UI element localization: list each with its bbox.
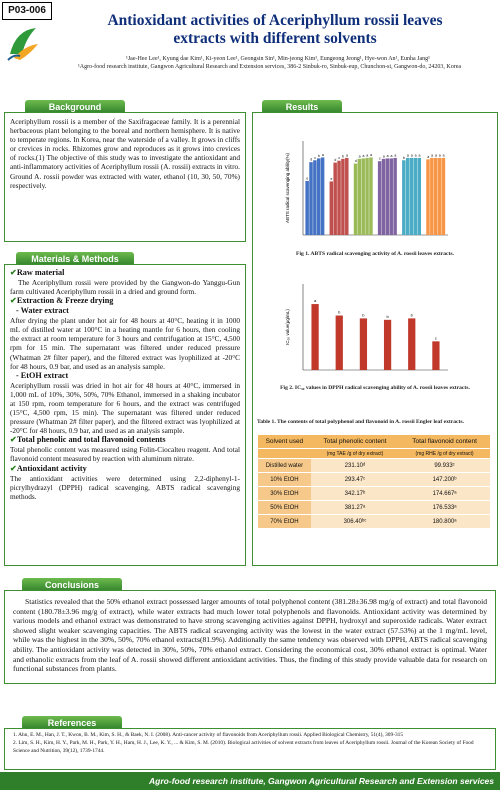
fig1-caption: Fig 1. ABTS radical scavenging activity of A. rossii leaves extracts. (296, 251, 454, 257)
data-label: a (313, 298, 317, 304)
table-subheader (258, 449, 311, 459)
data-label: e (306, 176, 309, 181)
bar (361, 158, 364, 235)
table-subheader: (mg RHE /g of dry extract) (399, 449, 490, 459)
bar (438, 158, 441, 235)
bar (402, 160, 405, 235)
bar (426, 159, 429, 235)
bar (408, 318, 415, 370)
footer-bar (0, 772, 500, 790)
table-subheader: (mg TAE /g of dry extract) (311, 449, 399, 459)
conclusions-heading: Conclusions (22, 578, 122, 592)
data-label: a (427, 154, 430, 159)
table-header: Total flavonoid content (399, 435, 490, 449)
data-label: d (310, 157, 313, 162)
extraction-title: Extraction & Freeze drying (16, 296, 114, 306)
data-label: a (442, 153, 445, 158)
data-label: a (366, 153, 369, 158)
data-label: a (386, 153, 389, 158)
table-caption: Table 1. The contents of total polyphenol and flavonoid in A. rossii Engler leaf extracts. (257, 419, 464, 425)
reference-item: 2. Lim, S. H., Kim, H. Y., Park, M. H., Park, Y. H., Ham, H. J., Lee, K. Y., ... & Kim, S. M. (2010). Biological activities of solvent extracts from leaves of Aceriphyllum rossii. Journal of the Korean Society of Food Science and Nutrition, 39(12), 1739-1744. (13, 739, 474, 754)
table-header: Solvent used (258, 435, 311, 449)
water-extract-text: After drying the plant under hot air for 48 hours at 40°C, heating it in 1000 mL of distilled water at 100°C in a heating mantle for 6 hours, then cooling the extract at room temperature for 3 hours and centrifugation at 15°C, 4,500 rpm for 15 min. The supernatant was filtered under reduced pressure (Whatman 2# filter paper), and the filtered extract was lyophilized at -20°C for 48 hours, 0.9 bar, and used as an analysis sample. (10, 316, 240, 371)
data-label: b (386, 313, 389, 319)
data-label: d (354, 159, 357, 164)
author-block (78, 55, 478, 71)
raw-material-text: The Aceriphyllum rossii were provided by the Gangwon-do Yanggu-Gun farm cultivated Aceriphyllum rossii in a dried and ground form. (10, 278, 240, 297)
bar (330, 163, 336, 235)
bar (330, 181, 333, 235)
phenolic-title: Total phenolic and total flavonoid contents (16, 435, 166, 445)
data-label: a (434, 153, 437, 158)
background-text: Aceriphyllum rossii is a member of the Saxifragaceae family. It is a perennial herbaceous plant belonging to the boreal and northern hemisphere. It is native to temperate regions. In Korea, near the waterside of a valley. It grows in cliffs or crevices in rocks. Rhizomes grow and reproduces as it grows into crevices of rocks.(1) The objective of this study was to investigate the antioxidant and anti-inflammatory activities of Aceriphyllum rossii (A. rossii) extracts in vitro. Ground A. rossii powder was extracted with water, ethanol (10, 30, 50, 70%) respectively. (10, 117, 240, 190)
data-label: b (410, 312, 413, 318)
data-label: a (406, 153, 409, 158)
affiliation: ¹Agro-food research institute, Gangwon Agricultural Research and Extension services, 386-2 Sinbuk-ro, Sinbuk-eup, Chunchon-si, Gangwon-do, 24203, Korea (78, 64, 462, 70)
bar (341, 159, 344, 235)
institute-logo-icon (6, 24, 40, 64)
poster-title: Antioxidant activities of Aceriphyllum rossii leaves extracts with different solvents (107, 12, 443, 47)
bar (358, 159, 361, 235)
table-row: 10% EtOH 293.47ᶜ 147.200ᵇ (258, 473, 490, 487)
bar (345, 158, 348, 235)
data-label: b (342, 154, 345, 159)
data-label: e (330, 176, 333, 181)
data-label: b (317, 153, 320, 158)
bar (414, 158, 417, 235)
data-label: a (370, 152, 373, 157)
phenolic-text: Total phenolic content was measured using Folin-Ciocalteu reagent. And total flavonoid content measured by reaction with aluminum nitrate. (10, 445, 240, 464)
author-list: ¹Jae-Hee Lee¹, Kyung dae Kim¹, Ki-yeon Lee¹, Geongsin Sin¹, Min-jeong Kim¹, Eungeong Jeong¹, Hye-won An¹, Eunha Jang¹ (126, 56, 430, 62)
bar (393, 158, 396, 235)
raw-material-title: Raw material (16, 268, 65, 277)
bar (321, 157, 324, 235)
methods-heading: Materials & Methods (16, 252, 134, 266)
data-label: d (334, 158, 337, 163)
data-label: a (321, 152, 324, 157)
antioxidant-text: The antioxidant activities were determined using 2,2-diphenyl-1-picrylhydrazyl (DPPH) radical scavenging, ABTS radical scavenging methods. (10, 473, 240, 501)
data-label: a (358, 154, 361, 159)
y-axis-label: IC₅₀ value(μg/mL) (285, 309, 290, 345)
data-label: c (434, 335, 437, 341)
data-label: a (382, 154, 385, 159)
results-panel (252, 112, 498, 566)
bar (365, 158, 368, 235)
bar (430, 158, 433, 235)
references-panel (4, 728, 496, 770)
data-label: b (403, 155, 405, 160)
bar (369, 157, 372, 235)
bar (418, 158, 421, 235)
bar (336, 316, 343, 370)
bar (442, 158, 445, 235)
bar (434, 158, 437, 235)
data-label: a (414, 153, 417, 158)
data-label: a (431, 153, 434, 158)
table-row: Distilled water 231.10ᵈ 99.933ᶜ (258, 459, 490, 473)
background-heading: Background (25, 100, 125, 114)
bar (382, 159, 385, 235)
table-row: 30% EtOH 342.17ᵇ 174.667ᵃ (258, 487, 490, 501)
bar (305, 181, 308, 235)
abts-chart (283, 123, 453, 243)
bar (354, 164, 357, 235)
composition-table (258, 435, 490, 529)
fig2-caption: Fig 2. IC₅₀ values in DPPH radical scavenging ability of A. rossii leaves extracts. (280, 385, 470, 391)
reference-item: 1. Ahn, E. M., Han, J. T., Kwon, B. M., Kim, S. H., & Baek, N. I. (2008). Anti-cancer activity of flavonoids from Aceriphyllum rossii. Applied Biological Chemistry, 51(4), 309-315 (13, 732, 404, 738)
references-heading: References (22, 716, 122, 730)
conclusions-panel (4, 590, 496, 684)
data-label: a (438, 153, 441, 158)
data-label: c (338, 156, 341, 161)
bar (317, 158, 320, 235)
bar (386, 158, 389, 235)
antioxidant-title: Antioxidant activity (16, 463, 87, 473)
etoh-extract-title: - EtOH extract (16, 370, 69, 380)
data-label: b (362, 312, 365, 318)
data-label: b (338, 309, 341, 315)
bar (313, 160, 316, 235)
table-row: 50% EtOH 381.27ᵃ 176.533ᵃ (258, 501, 490, 515)
footer-text: Agro-food research institute, Gangwon Agricultural Research and Extension services (149, 776, 494, 786)
data-label: a (346, 153, 348, 158)
data-label: a (362, 153, 365, 158)
dpph-chart (283, 278, 453, 378)
bar (390, 158, 393, 235)
bar (406, 158, 409, 235)
bar (378, 161, 381, 235)
y-axis-label: ABTS radical scavenging ability(%) (285, 152, 290, 224)
data-label: a (410, 153, 413, 158)
data-label: a (418, 153, 421, 158)
bar (384, 320, 391, 370)
bar (360, 318, 367, 370)
bar (309, 162, 312, 235)
table-header: Total phenolic content (311, 435, 399, 449)
bar (432, 341, 439, 370)
methods-panel: ✔Raw material The Aceriphyllum rossii were provided by the Gangwon-do Yanggu-Gun farm cultivated Aceriphyllum rossii in a dried and ground form. ✔Extraction & Freeze drying - Water extract After drying the plant under hot air for 48 hours at 40°C, heating it in 1000 mL of distilled water at 100°C in a heating mantle for 6 hours, then cooling the extract at room temperature for 3 hours and centrifugation at 15°C, 4,500 rpm for 15 min. The supernatant was filtered under reduced pressure (Whatman 2# filter paper), and the filtered extract was lyophilized at -20°C for 48 hours, 0.9 bar, and used as an analysis sample. - EtOH extract Aceriphyllum rossii was dried in hot air for 48 hours at 40°C, immersed in 1,000 mL of 10%, 30%, 50%, 70% Ethanol, immersed in a shaking incubator at 150 rpm, room temperature for 6 hours, and the extract was centrifuged (15°C, 4,500 rpm, 15 min). The supernatant was filtered under reduced pressure (Whatman 2# filter paper), and the filtered extract was lyophilized at -20°C for 48 hours, 0.9 bar, and used as an analysis sample. ✔Total phenolic and total flavonoid contents Total phenolic content was measured using Folin-Ciocalteu reagent. And total flavonoid content measured by reaction with aluminum nitrate. ✔Antioxidant activity The antioxidant activities were determined using 2,2-diphenyl-1-picrylhydrazyl (DPPH) radical scavenging, ABTS radical scavenging methods. (4, 264, 246, 566)
data-label: a (394, 153, 397, 158)
table-row: 70% EtOH 306.40ᵇᶜ 180.800ᵃ (258, 515, 490, 529)
data-label: c (314, 155, 316, 160)
bar (410, 158, 413, 235)
conclusions-text: Statistics revealed that the 50% ethanol extract possessed larger amounts of total polyphenol content (381.28±36.98 mg/g of extract) and total flavonoid content (180.78±3.96 mg/g of extract), while water extracts had much lower total polyphenols and flavonoids. Antioxidant activity was determined by various models and ethanol extract was demonstrated to have strong scavenging activities against DPPH, hydroxyl and superoxide radicals. Water extract showed slight weaker scavenging capacities. The ABTS radical scavenging activity was the lowest in the water extract (57.53%) at the 1 mg/mL level, while was the highest in the 30%, 50%, 70% ethanol extracts(81.9%). Additionally the same tendency was observed with DPPH, ABTS radical scavenging ability. The antioxidant activity was detected in 30%, 50%, 70% ethanol extract. Considering the economical cost, 30% ethanol extract is optimal. Water and ethanolic extracts from the leaf of A. rossii showed different antioxidant activities. Thus, the finding of this study provide valuable data for research on functional substances from plants. (13, 597, 487, 674)
data-label: a (390, 153, 393, 158)
etoh-extract-text: Aceriphyllum rossii was dried in hot air for 48 hours at 40°C, immersed in 1,000 mL of 10%, 30%, 50%, 70% Ethanol, immersed in a shaking incubator at 150 rpm, room temperature for 6 hours, and the extract was centrifuged (15°C, 4,500 rpm, 15 min). The supernatant was filtered under reduced pressure (Whatman 2# filter paper), and the filtered extract was lyophilized at -20°C for 48 hours, 0.9 bar, and used as an analysis sample. (10, 380, 240, 436)
water-extract-title: - Water extract (16, 306, 69, 316)
bar (337, 161, 340, 235)
bar (311, 304, 318, 370)
background-panel (4, 112, 246, 242)
results-heading: Results (262, 100, 342, 114)
data-label: c (378, 156, 381, 161)
poster-id-badge: P03-006 (2, 2, 52, 20)
